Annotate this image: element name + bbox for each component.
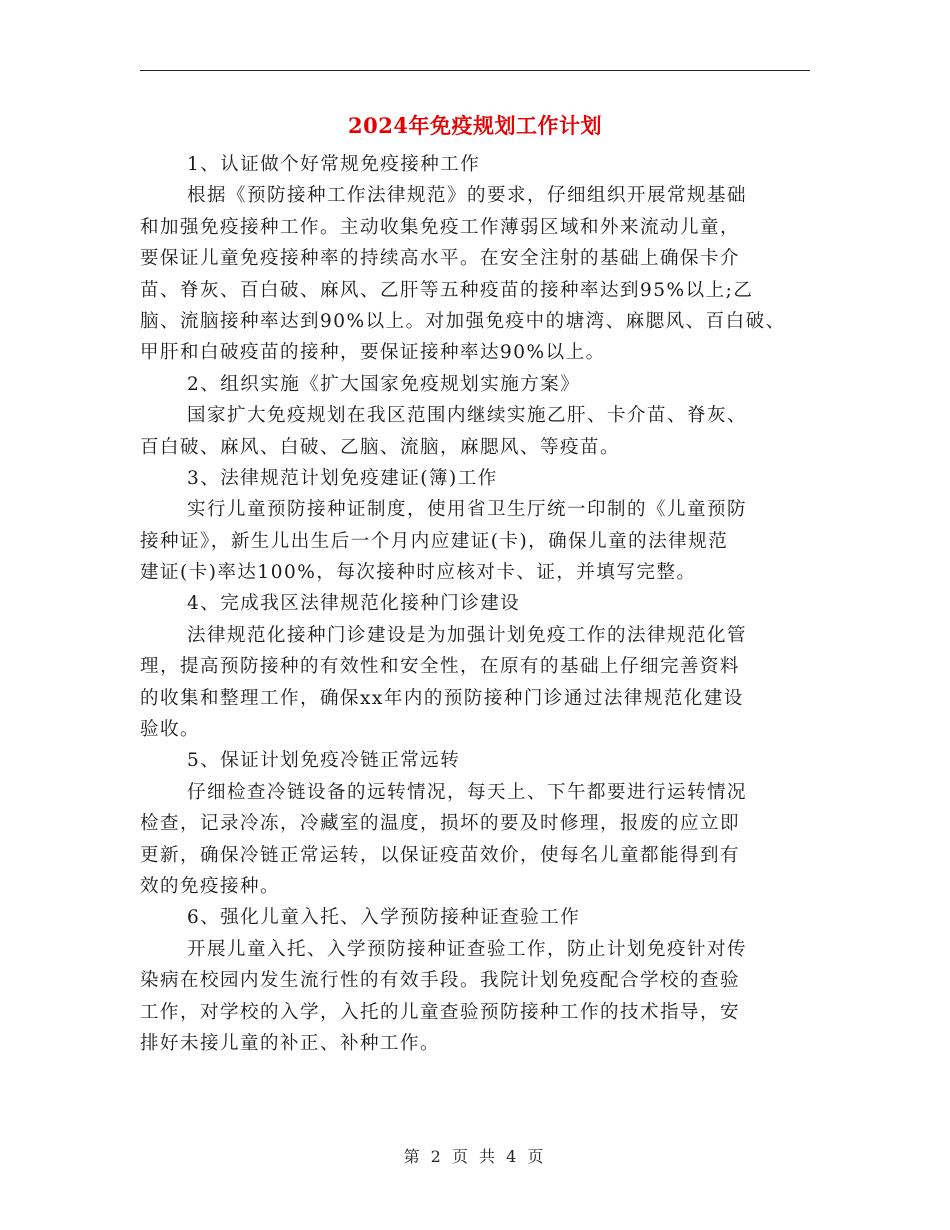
paragraph-line-first: 国家扩大免疫规划在我区范围内继续实施乙肝、卡介苗、脊灰、 [187, 405, 748, 427]
paragraph-line-first: 6、强化儿童入托、入学预防接种证查验工作 [187, 907, 581, 929]
paragraph-line-first: 实行儿童预防接种证制度，使用省卫生厅统一印制的《儿童预防 [187, 499, 748, 521]
paragraph-line-first: 5、保证计划免疫冷链正常远转 [187, 750, 461, 772]
paragraph-line: 的收集和整理工作，确保xx年内的预防接种门诊通过法律规范化建设 [140, 687, 744, 709]
paragraph-line: 百白破、麻风、白破、乙脑、流脑，麻腮风、等疫苗。 [140, 436, 621, 458]
document-body [140, 149, 815, 1059]
paragraph-line: 理，提高预防接种的有效性和安全性，在原有的基础上仔细完善资料 [140, 656, 741, 678]
paragraph-line: 更新，确保冷链正常运转，以保证疫苗效价，使每名儿童都能得到有 [140, 844, 741, 866]
paragraph-line: 接种证》，新生儿出生后一个月内应建证(卡)，确保儿童的法律规范 [140, 530, 729, 552]
paragraph-line-first: 开展儿童入托、入学预防接种证查验工作，防止计划免疫针对传 [187, 938, 748, 960]
page-footer: 第 2 页 共 4 页 [403, 1147, 547, 1166]
paragraph-line-first: 1、认证做个好常规免疫接种工作 [187, 154, 481, 175]
paragraph-line-first: 4、完成我区法律规范化接种门诊建设 [187, 593, 521, 615]
paragraph-line: 效的免疫接种。 [140, 875, 281, 897]
paragraph-line: 和加强免疫接种工作。主动收集免疫工作薄弱区域和外来流动儿童， [140, 216, 741, 238]
paragraph-line: 苗、脊灰、百白破、麻风、乙肝等五种疫苗的接种率达到95%以上;乙 [140, 279, 754, 301]
paragraph-line: 脑、流脑接种率达到90%以上。对加强免疫中的塘湾、麻腮风、百白破、 [140, 310, 786, 332]
paragraph-line-first: 3、法律规范计划免疫建证(簿)工作 [187, 467, 498, 489]
paragraph-line: 验收。 [140, 719, 201, 741]
paragraph-line: 建证(卡)率达100%，每次接种时应核对卡、证，并填写完整。 [140, 562, 697, 584]
paragraph-line: 染病在校园内发生流行性的有效手段。我院计划免疫配合学校的查验 [140, 970, 741, 992]
paragraph-line-first: 2、组织实施《扩大国家免疫规划实施方案》 [187, 373, 581, 395]
paragraph-line: 检查，记录冷冻，冷藏室的温度，损坏的要及时修理，报废的应立即 [140, 813, 741, 835]
paragraph-line: 工作，对学校的入学，入托的儿童查验预防接种工作的技术指导，安 [140, 1001, 741, 1023]
paragraph-line: 要保证儿童免疫接种率的持续高水平。在安全注射的基础上确保卡介 [140, 248, 741, 270]
header-rule [140, 70, 810, 71]
paragraph-line-first: 根据《预防接种工作法律规范》的要求，仔细组织开展常规基础 [187, 185, 748, 207]
paragraph-line-first: 仔细检查冷链设备的远转情况，每天上、下午都要进行运转情况 [187, 781, 748, 803]
paragraph-line-first: 法律规范化接种门诊建设是为加强计划免疫工作的法律规范化管 [187, 624, 748, 646]
paragraph-line: 排好未接儿童的补正、补种工作。 [140, 1032, 441, 1054]
document-title: 2024年免疫规划工作计划 [348, 113, 602, 138]
paragraph-line: 甲肝和白破疫苗的接种，要保证接种率达90%以上。 [140, 342, 606, 364]
